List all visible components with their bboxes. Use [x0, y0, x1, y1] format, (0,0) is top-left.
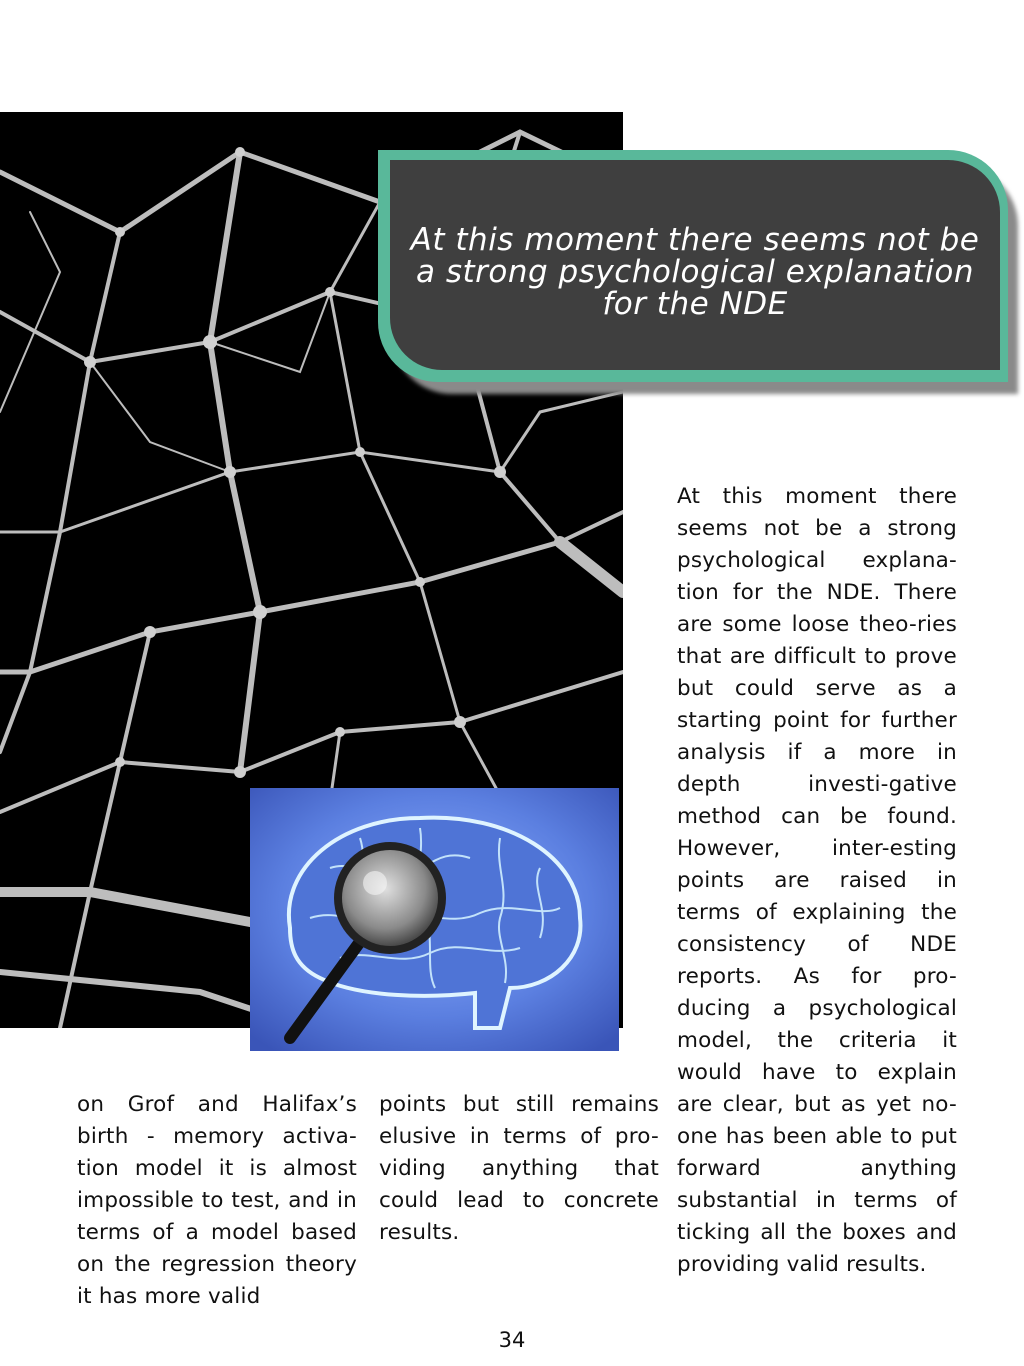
body-column-left: [77, 1089, 357, 1313]
page-number: 34: [498, 1328, 526, 1352]
body-column-right: [677, 481, 957, 1281]
body-paragraph: At this moment there seems not be a strong psychological explana-tion for the NDE. There are some loose theo-ries that are difficult to prove but could serve as a starting point for further analysis if a more in depth investi-gative method can be found. However, inter-esting points are raised in terms of explaining the consistency of NDE reports. As for pro-ducing a psychological model, the criteria it would have to explain are clear, but as yet no-one has been able to put forward anything substantial in terms of ticking all the boxes and providing valid results.: [677, 484, 957, 1277]
body-paragraph: on Grof and Halifax’s birth - memory activa-tion model it is almost impossible to test, and in terms of a model based on the regression theory it has more valid: [77, 1092, 357, 1309]
brain-magnifier-image: [250, 788, 619, 1051]
body-paragraph: points but still remains elusive in terms of pro-viding anything that could lead to concrete results.: [379, 1092, 659, 1245]
pull-quote-inner: [390, 160, 1000, 370]
pull-quote-callout: [378, 150, 1008, 382]
pull-quote-text: At this moment there seems not be a strong psychological explanation for the NDE: [410, 222, 980, 322]
body-column-middle: [379, 1089, 659, 1249]
